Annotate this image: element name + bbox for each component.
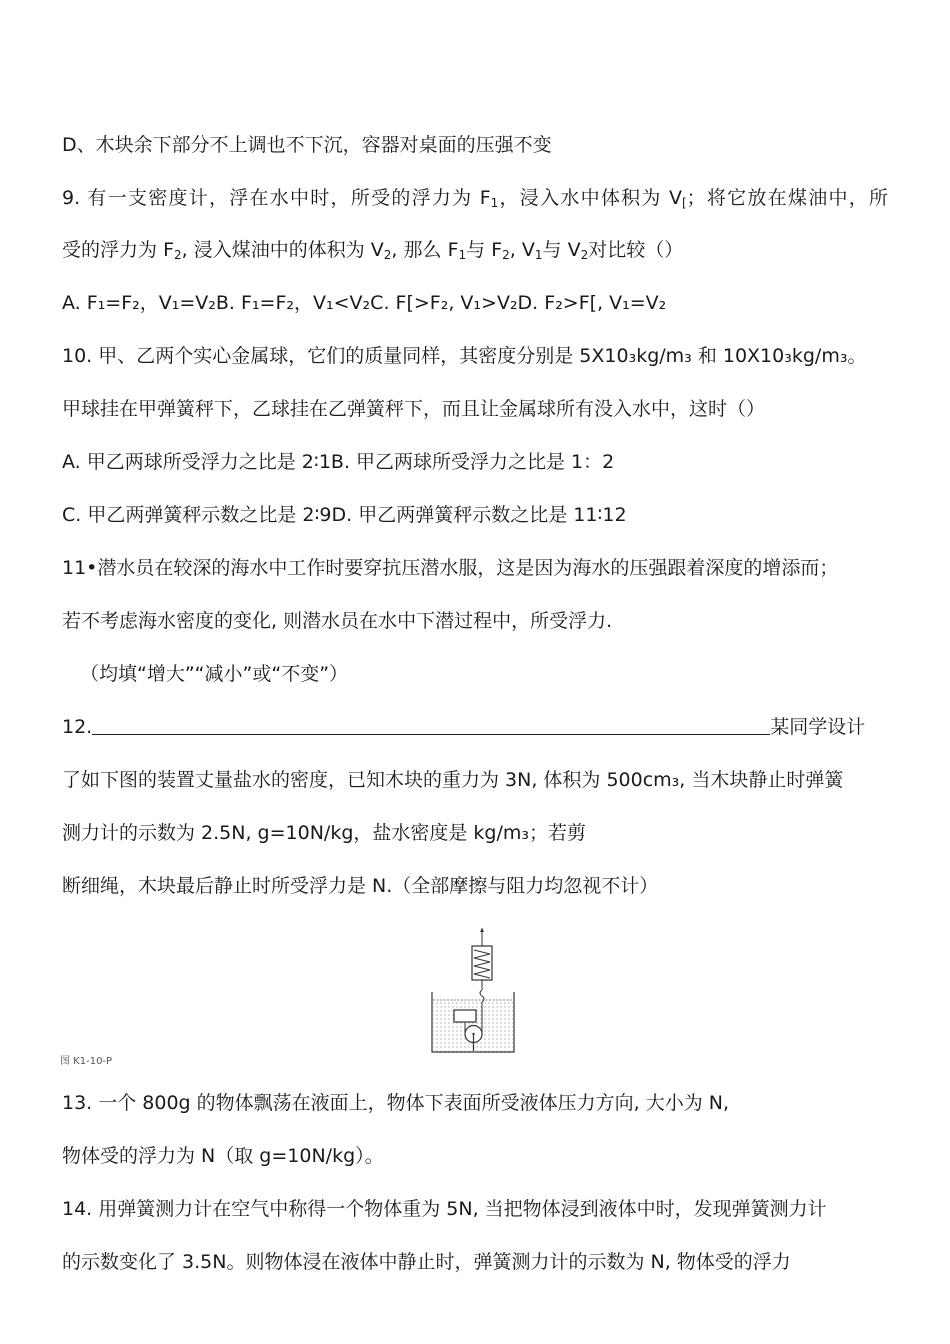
q14-line-2: 的示数变化了 3.5N。则物体浸在液体中静止时，弹簧测力计的示数为 N, 物体受的浮力 — [62, 1251, 791, 1273]
q10-options-ab: A. 甲乙两球所受浮力之比是 2∶1B. 甲乙两球所受浮力之比是 1：2 — [62, 451, 615, 473]
apparatus-figure — [428, 926, 520, 1056]
q12-line-1: 12. 某同学设计 — [62, 716, 866, 738]
q13-line-2: 物体受的浮力为 N（取 g=10N/kg）。 — [62, 1145, 384, 1167]
q9-line-1: 9. 有一支密度计，浮在水中时，所受的浮力为 $F_1$，浸入水中体积为 $V_[$；将它放在煤油中，所 — [62, 187, 888, 210]
q9-line-2: 受的浮力为 $F_2$, 浸入煤油中的体积为 $V_2$, 那么 $F_1$与 $F_2$, $V_1$与 $V_2$对比较（） — [62, 239, 684, 262]
figure-caption: 图 K1-10-P — [60, 1056, 113, 1067]
answer-blank — [92, 716, 770, 735]
q10-line-1: 10. 甲、乙两个实心金属球，它们的质量同样，其密度分别是 5X10₃kg/m₃ 和 10X10₃kg/m₃。 — [62, 345, 867, 367]
q10-options-cd: C. 甲乙两弹簧秤示数之比是 2∶9D. 甲乙两弹簧秤示数之比是 11∶12 — [62, 504, 627, 526]
q11-line-1: 11•潜水员在较深的海水中工作时要穿抗压潜水服，这是因为海水的压强跟着深度的增添而； — [62, 557, 839, 579]
q11-line-2: 若不考虑海水密度的变化, 则潜水员在水中下潜过程中，所受浮力. — [62, 610, 613, 632]
q12-line-3: 测力计的示数为 2.5N, g=10N/kg，盐水密度是 kg/m₃；若剪 — [62, 822, 587, 844]
option-d-line: D、木块余下部分不上调也不下沉，容器对桌面的压强不变 — [62, 134, 552, 156]
q12-line-4: 断细绳，木块最后静止时所受浮力是 N.（全部摩擦与阻力均忽视不计） — [62, 875, 659, 897]
q12-line-2: 了如下图的装置丈量盐水的密度，已知木块的重力为 3N, 体积为 500cm₃, 当木块静止时弹簧 — [62, 769, 844, 791]
q10-line-2: 甲球挂在甲弹簧秤下，乙球挂在乙弹簧秤下，而且让金属球所有没入水中，这时（） — [62, 398, 766, 420]
q9-options: A. F₁=F₂，V₁=V₂B. F₁=F₂，V₁<V₂C. F[>F₂, V₁>V₂D. F₂>F[, V₁=V₂ — [62, 292, 667, 314]
q11-line-3: （均填“增大”“减小”或“不变”） — [80, 663, 349, 685]
q14-line-1: 14. 用弹簧测力计在空气中称得一个物体重为 5N, 当把物体浸到液体中时，发现弹簧测力计 — [62, 1198, 827, 1220]
q13-line-1: 13. 一个 800g 的物体飘荡在液面上，物体下表面所受液体压力方向, 大小为 N, — [62, 1092, 730, 1114]
